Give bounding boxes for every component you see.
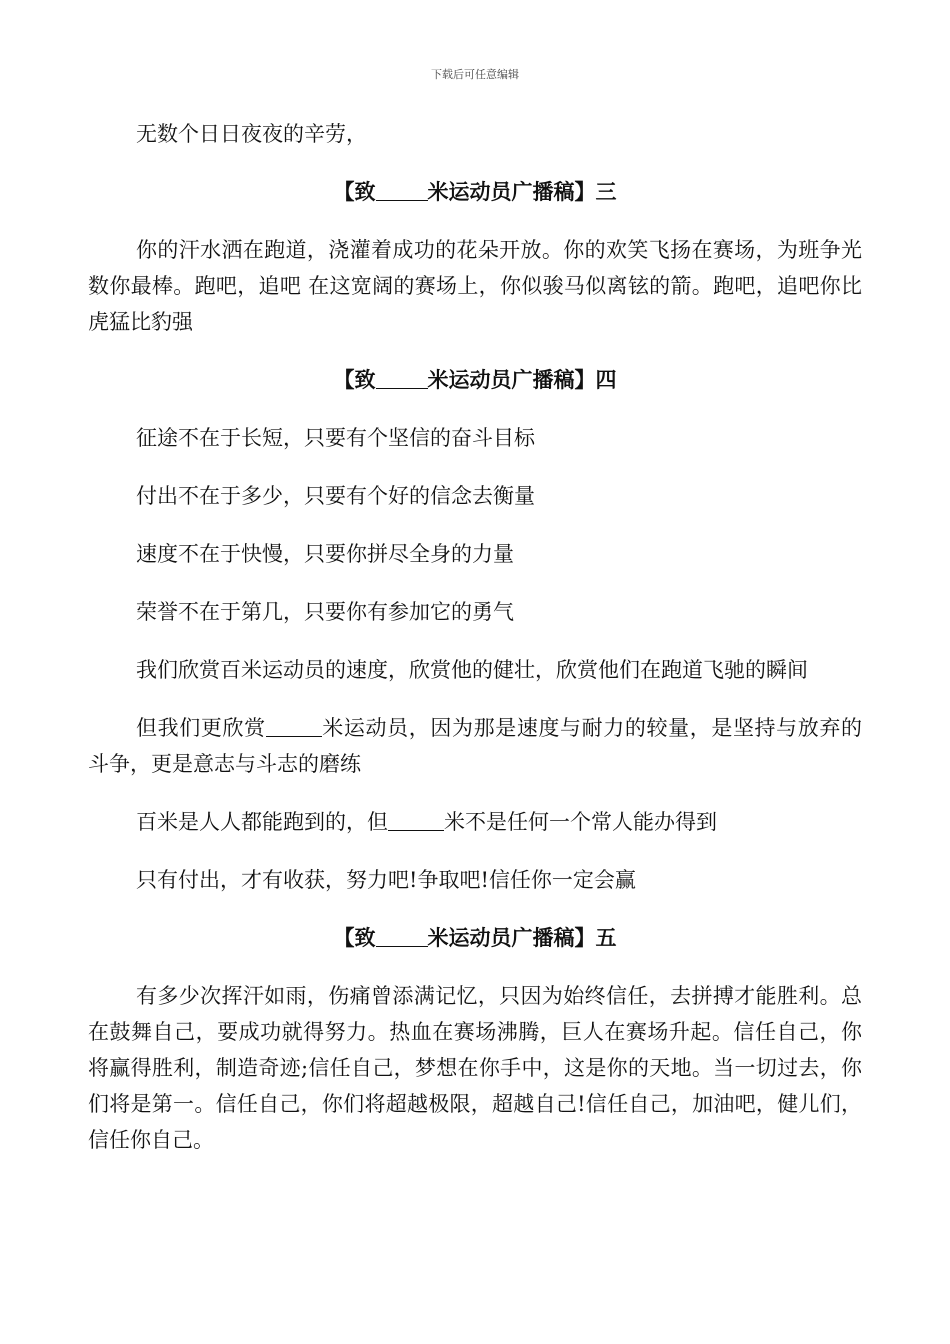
heading-prefix: 【致 [333, 367, 376, 392]
document-body [88, 116, 862, 1180]
paragraph-text-before: 但我们更欣赏 [136, 716, 266, 740]
heading-prefix: 【致 [333, 179, 376, 204]
paragraph: 有多少次挥汗如雨，伤痛曾添满记忆，只因为始终信任，去拼搏才能胜利。总在鼓舞自己，要成功就得努力。热血在赛场沸腾，巨人在赛场升起。信任自己，你将赢得胜利，制造奇迹;信任自己，梦想在你手中，这是你的天地。当一切过去，你们将是第一。信任自己，你们将超越极限，超越自己!信任自己，加油吧，健儿们，信任你自己。 [88, 984, 862, 1152]
paragraph: 荣誉不在于第几，只要你有参加它的勇气 [136, 600, 514, 624]
heading-suffix: 米运动员广播稿】三 [427, 179, 617, 204]
section-heading [88, 362, 862, 398]
paragraph: 无数个日日夜夜的辛劳， [136, 122, 367, 146]
fill-blank [376, 925, 428, 947]
fill-blank [376, 367, 428, 389]
paragraph [88, 710, 862, 782]
fill-blank [388, 809, 444, 831]
paragraph [88, 804, 862, 840]
paragraph-text-after: 米运动员，因为那是速度与耐力的较量，是坚持与放弃的斗争，更是意志与斗志的磨练 [88, 716, 863, 776]
paragraph-text-before: 百米是人人都能跑到的，但 [136, 810, 388, 834]
paragraph: 征途不在于长短，只要有个坚信的奋斗目标 [136, 426, 535, 450]
paragraph-text-after: 米不是任何一个常人能办得到 [444, 810, 717, 834]
header-note: 下载后可任意编辑 [431, 68, 519, 81]
paragraph: 只有付出，才有收获，努力吧!争取吧!信任你一定会赢 [136, 868, 636, 892]
section-heading [88, 920, 862, 956]
heading-suffix: 米运动员广播稿】五 [427, 925, 617, 950]
section-heading [88, 174, 862, 210]
paragraph: 速度不在于快慢，只要你拼尽全身的力量 [136, 542, 514, 566]
paragraph: 我们欣赏百米运动员的速度，欣赏他的健壮，欣赏他们在跑道飞驰的瞬间 [136, 658, 808, 682]
fill-blank [266, 715, 322, 737]
heading-prefix: 【致 [333, 925, 376, 950]
heading-suffix: 米运动员广播稿】四 [427, 367, 617, 392]
paragraph: 你的汗水洒在跑道，浇灌着成功的花朵开放。你的欢笑飞扬在赛场，为班争光数你最棒。跑吧，追吧 在这宽阔的赛场上，你似骏马似离铉的箭。跑吧，追吧你比虎猛比豹强 [88, 238, 862, 334]
fill-blank [376, 179, 428, 201]
paragraph: 付出不在于多少，只要有个好的信念去衡量 [136, 484, 535, 508]
